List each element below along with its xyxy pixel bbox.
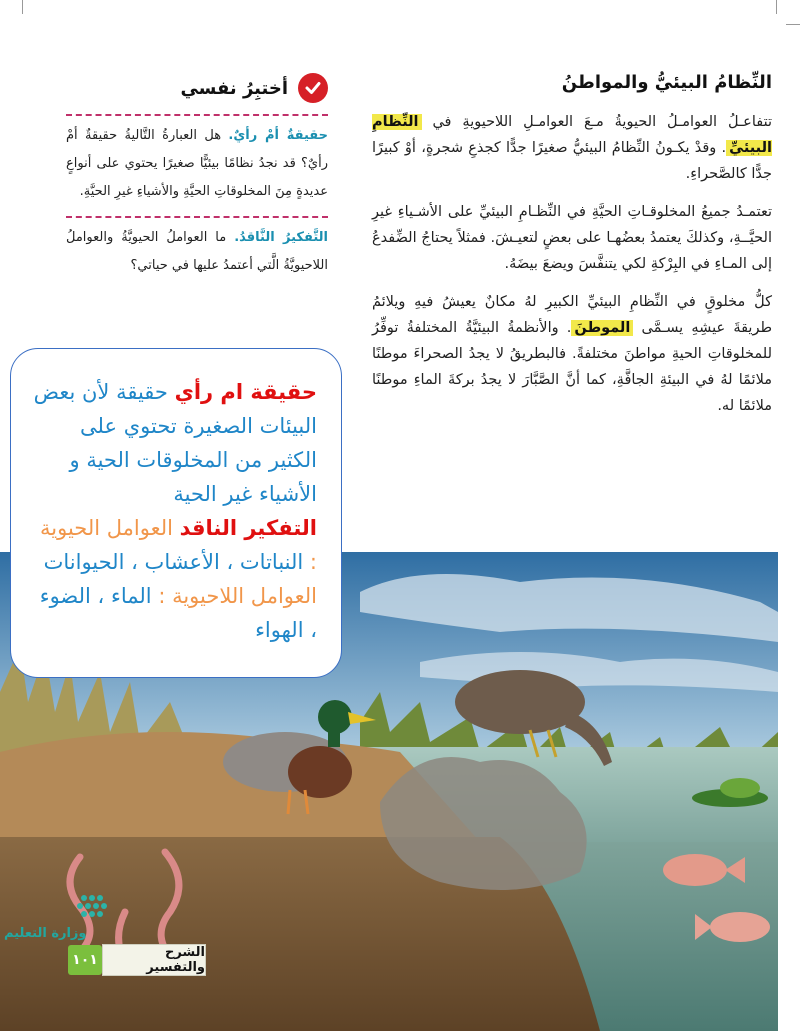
paragraph-text: . وقدْ يكـونُ النِّظامُ البيئيُّ صغيرًا جدًّا كجذعِ شجرةٍ، أوْ كبيرًا جدًّا كالصَّحراءِ. (372, 140, 772, 182)
answer-card (10, 348, 342, 678)
abiotic-label: العوامل اللاحيوية : (151, 584, 317, 608)
page-number: ١٠١ (68, 945, 102, 975)
ministry-name: وزارة التعليم (4, 926, 87, 941)
section-heading: النِّظامُ البيئيُّ والمواطنُ (561, 72, 772, 93)
main-text-column (372, 72, 772, 431)
term-habitat: الموطنَ (571, 320, 633, 336)
crop-mark (22, 0, 23, 14)
logo-dots-icon (4, 890, 114, 924)
question-text: هل العبارةُ التَّاليةُ حقيقةٌ أمْ رأيٌ؟ قد نجدُ نظامًا بيئيًّا صغيرًا يحتوي على أنواعٍ عديدةٍ مِنَ المخلوقاتِ الحيَّةِ والأشياءِ غيرِ الحيَّةِ. (66, 128, 328, 199)
abiotic-list: الماء ، الضوء ، الهواء (39, 584, 317, 642)
answer-label: التفكير الناقد (179, 516, 317, 540)
answer-text: حقيقة لأن بعض البيئات الصغيرة تحتوي على الكثير من المخلوقات الحية و الأشياء غير الحية (33, 380, 317, 506)
biotic-label: العوامل الحيوية : (40, 516, 317, 574)
term-ecosystem: النِّظامِ البيئيِّ (372, 114, 772, 156)
paragraph-text: كلُّ مخلوقٍ في النِّظامِ البيئيِّ الكبيرِ لهُ مكانٌ يعيشُ فيهِ ويلائمُ طريقةَ عيشِهِ يسـمَّى (372, 294, 773, 336)
paragraph-habitat (372, 289, 772, 419)
crop-mark (786, 24, 800, 25)
checkmark-icon (298, 73, 328, 103)
question-label: التَّفكيرُ النَّاقدُ. (234, 230, 328, 245)
question-label: حقيقةٌ أمْ رأيٌ. (228, 128, 328, 143)
sidebar-title: أختبِرُ نفسي (180, 77, 288, 99)
paragraph-ecosystem (372, 109, 772, 187)
crop-mark (776, 0, 777, 14)
question-critical-thinking (66, 216, 328, 280)
paragraph-dependence: تعتمـدُ جميعُ المخلوقـاتِ الحيَّةِ في النِّظـامِ البيئيِّ على الأشـياءِ غيرِ الحيَّــةِ، وكذلكَ يعتمدُ بعضُهـا على بعضٍ لتعيـشَ. فمثلاً يحتاجُ الضِّفدعُ إلى المـاءِ في البِرْكةِ لكي يتنفَّسَ ويضعَ بيضَهُ. (372, 204, 772, 272)
answer-label: حقيقة ام رأي (174, 380, 317, 404)
page-footer (68, 943, 206, 977)
paragraph-text: . والأنظمةُ البيئيَّةُ المختلفةُ توفِّرُ للمخلوقاتِ الحيةِ مواطنَ مختلفةً. فالبطريقُ لا يجدُ الصحراءَ موطنًا ملائمًا لهُ في البيئةِ الجافَّةِ، كما أنَّ الصَّبَّارَ لا يجدُ بركةَ الماءِ موطنًا ملائمًا له. (372, 320, 772, 414)
section-title: الشرح والتفسير (102, 944, 206, 976)
sidebar-header (66, 70, 328, 106)
paragraph-text: تتفاعـلُ العوامـلُ الحيويةُ مـعَ العوامـلِ اللاحيويةِ في (421, 114, 772, 130)
biotic-list: النباتات ، الأعشاب ، الحيوانات (43, 550, 304, 574)
question-fact-opinion (66, 114, 328, 206)
question-text: ما العواملُ الحيويَّةُ والعواملُ اللاحيويَّةُ الَّتي أعتمدُ عليها في حياتي؟ (66, 230, 328, 273)
self-test-sidebar (66, 70, 328, 290)
ministry-logo (4, 890, 124, 950)
